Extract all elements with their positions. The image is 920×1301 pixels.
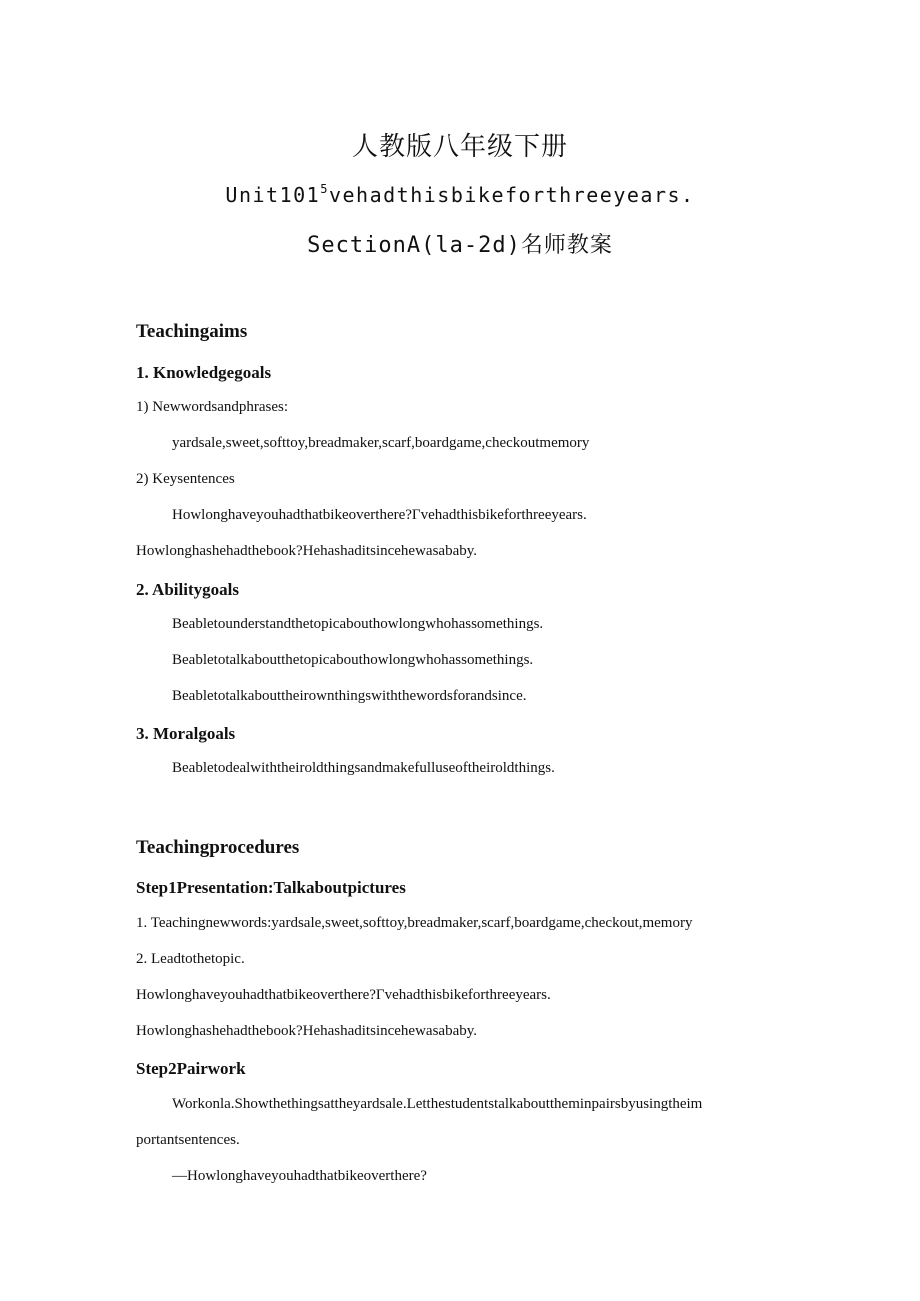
step1-sentence-1: Howlonghaveyouhadthatbikeoverthere?Гvehadthisbikeforthreeyears.	[136, 987, 551, 1003]
ability-goals-heading: 2. Abilitygoals	[136, 580, 239, 599]
teaching-procedures-heading: Teachingprocedures	[136, 837, 300, 858]
step2-paragraph-line1: Workonla.Showthethingsattheyardsale.Letthestudentstalkabouttheminpairsbyusingtheim	[172, 1096, 703, 1112]
key-sentence-1: Howlonghaveyouhadthatbikeoverthere?Гvehadthisbikeforthreeyears.	[172, 507, 587, 523]
unit-subtitle-sup: 5	[320, 182, 329, 196]
moral-goals-heading: 3. Moralgoals	[136, 724, 236, 743]
step1-heading: Step1Presentation:Talkaboutpictures	[136, 878, 406, 897]
ability-goal-line: Beabletotalkaboutthetopicabouthowlongwhohassomethings.	[172, 652, 534, 668]
moral-goal-line: Beabletodealwiththeiroldthingsandmakefulluseoftheiroldthings.	[172, 760, 555, 776]
key-sentences-label: 2) Keysentences	[136, 471, 235, 487]
step1-item-1: 1. Teachingnewwords:yardsale,sweet,softtoy,breadmaker,scarf,boardgame,checkout,memory	[136, 915, 693, 931]
unit-subtitle	[0, 182, 920, 207]
unit-subtitle-pre: Unit101	[225, 183, 321, 207]
step2-heading: Step2Pairwork	[136, 1059, 246, 1078]
step1-sentence-2: Howlonghashehadthebook?Hehashaditsincehewasababy.	[136, 1023, 478, 1039]
document-title: 人教版八年级下册	[351, 132, 568, 162]
knowledge-goals-heading: 1. Knowledgegoals	[136, 363, 272, 382]
unit-subtitle-post: vehadthisbikeforthreeyears.	[328, 183, 695, 207]
new-words-label: 1) Newwordsandphrases:	[136, 399, 289, 415]
step2-dialog-line: —Howlonghaveyouhadthatbikeoverthere?	[172, 1168, 427, 1184]
ability-goal-line: Beabletounderstandthetopicabouthowlongwhohassomethings.	[172, 616, 544, 632]
step1-item-2: 2. Leadtothetopic.	[136, 951, 245, 967]
section-subtitle: SectionA(la-2d)名师教案	[307, 233, 613, 258]
teaching-aims-heading: Teachingaims	[136, 321, 248, 342]
key-sentence-2: Howlonghashehadthebook?Hehashaditsincehewasababy.	[136, 543, 478, 559]
step2-paragraph-line2: portantsentences.	[136, 1132, 240, 1148]
new-words-list: yardsale,sweet,softtoy,breadmaker,scarf,boardgame,checkoutmemory	[172, 435, 590, 451]
ability-goal-line: Beabletotalkabouttheirownthingswiththewordsforandsince.	[172, 688, 527, 704]
